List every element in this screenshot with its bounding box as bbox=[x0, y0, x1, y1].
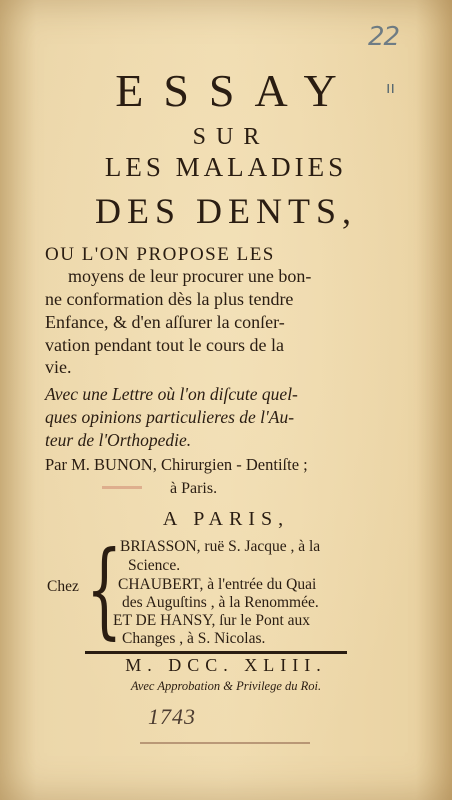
pencil-annotation-number: 22 bbox=[368, 22, 400, 52]
publisher-line-2: Science. bbox=[128, 557, 181, 574]
letter-note-line-1: Avec une Lettre où l'on diſcute quel- bbox=[45, 384, 298, 404]
pencil-annotation-mark: ıı bbox=[386, 78, 395, 97]
approbation-line: Avec Approbation & Privilege du Roi. bbox=[130, 679, 322, 693]
description-line-3: ne conformation dès la plus tendre bbox=[45, 289, 294, 309]
handwritten-underline bbox=[140, 742, 310, 744]
title-sur: SUR bbox=[192, 124, 270, 150]
author-line: Par M. BUNON, Chirurgien - Dentiſte ; bbox=[45, 455, 308, 474]
title-des-dents: DES DENTS, bbox=[94, 191, 357, 231]
description-line-1: OU L'ON PROPOSE LES bbox=[45, 244, 275, 265]
publisher-line-1: BRIASSON, ruë S. Jacque , à la bbox=[120, 538, 321, 555]
imprint-city: A PARIS, bbox=[162, 508, 290, 530]
date-rule bbox=[85, 651, 347, 654]
title-essay: ESSAY bbox=[115, 65, 357, 116]
ink-smudge bbox=[102, 486, 142, 489]
publisher-line-6: Changes , à S. Nicolas. bbox=[122, 630, 266, 647]
letter-note-line-2: ques opinions particulieres de l'Au- bbox=[45, 407, 295, 427]
publisher-line-5: ET DE HANSY, ſur le Pont aux bbox=[113, 612, 311, 629]
handwritten-year: 1743 bbox=[148, 704, 196, 729]
publication-date: M. DCC. XLIII. bbox=[125, 655, 327, 675]
title-les-maladies: LES MALADIES bbox=[104, 152, 348, 182]
description-line-2: moyens de leur procurer une bon- bbox=[68, 266, 312, 286]
letter-note-line-3: teur de l'Orthopedie. bbox=[45, 430, 192, 450]
description-line-4: Enfance, & d'en aſſurer la conſer- bbox=[45, 312, 285, 332]
publisher-line-3: CHAUBERT, à l'entrée du Quai bbox=[118, 576, 317, 593]
curly-brace-icon: { bbox=[86, 528, 123, 650]
author-location: à Paris. bbox=[170, 480, 218, 497]
imprint-chez: Chez bbox=[47, 578, 79, 595]
publisher-line-4: des Auguſtins , à la Renommée. bbox=[122, 594, 319, 611]
description-line-5: vation pendant tout le cours de la bbox=[45, 335, 284, 355]
description-line-6: vie. bbox=[45, 357, 72, 377]
